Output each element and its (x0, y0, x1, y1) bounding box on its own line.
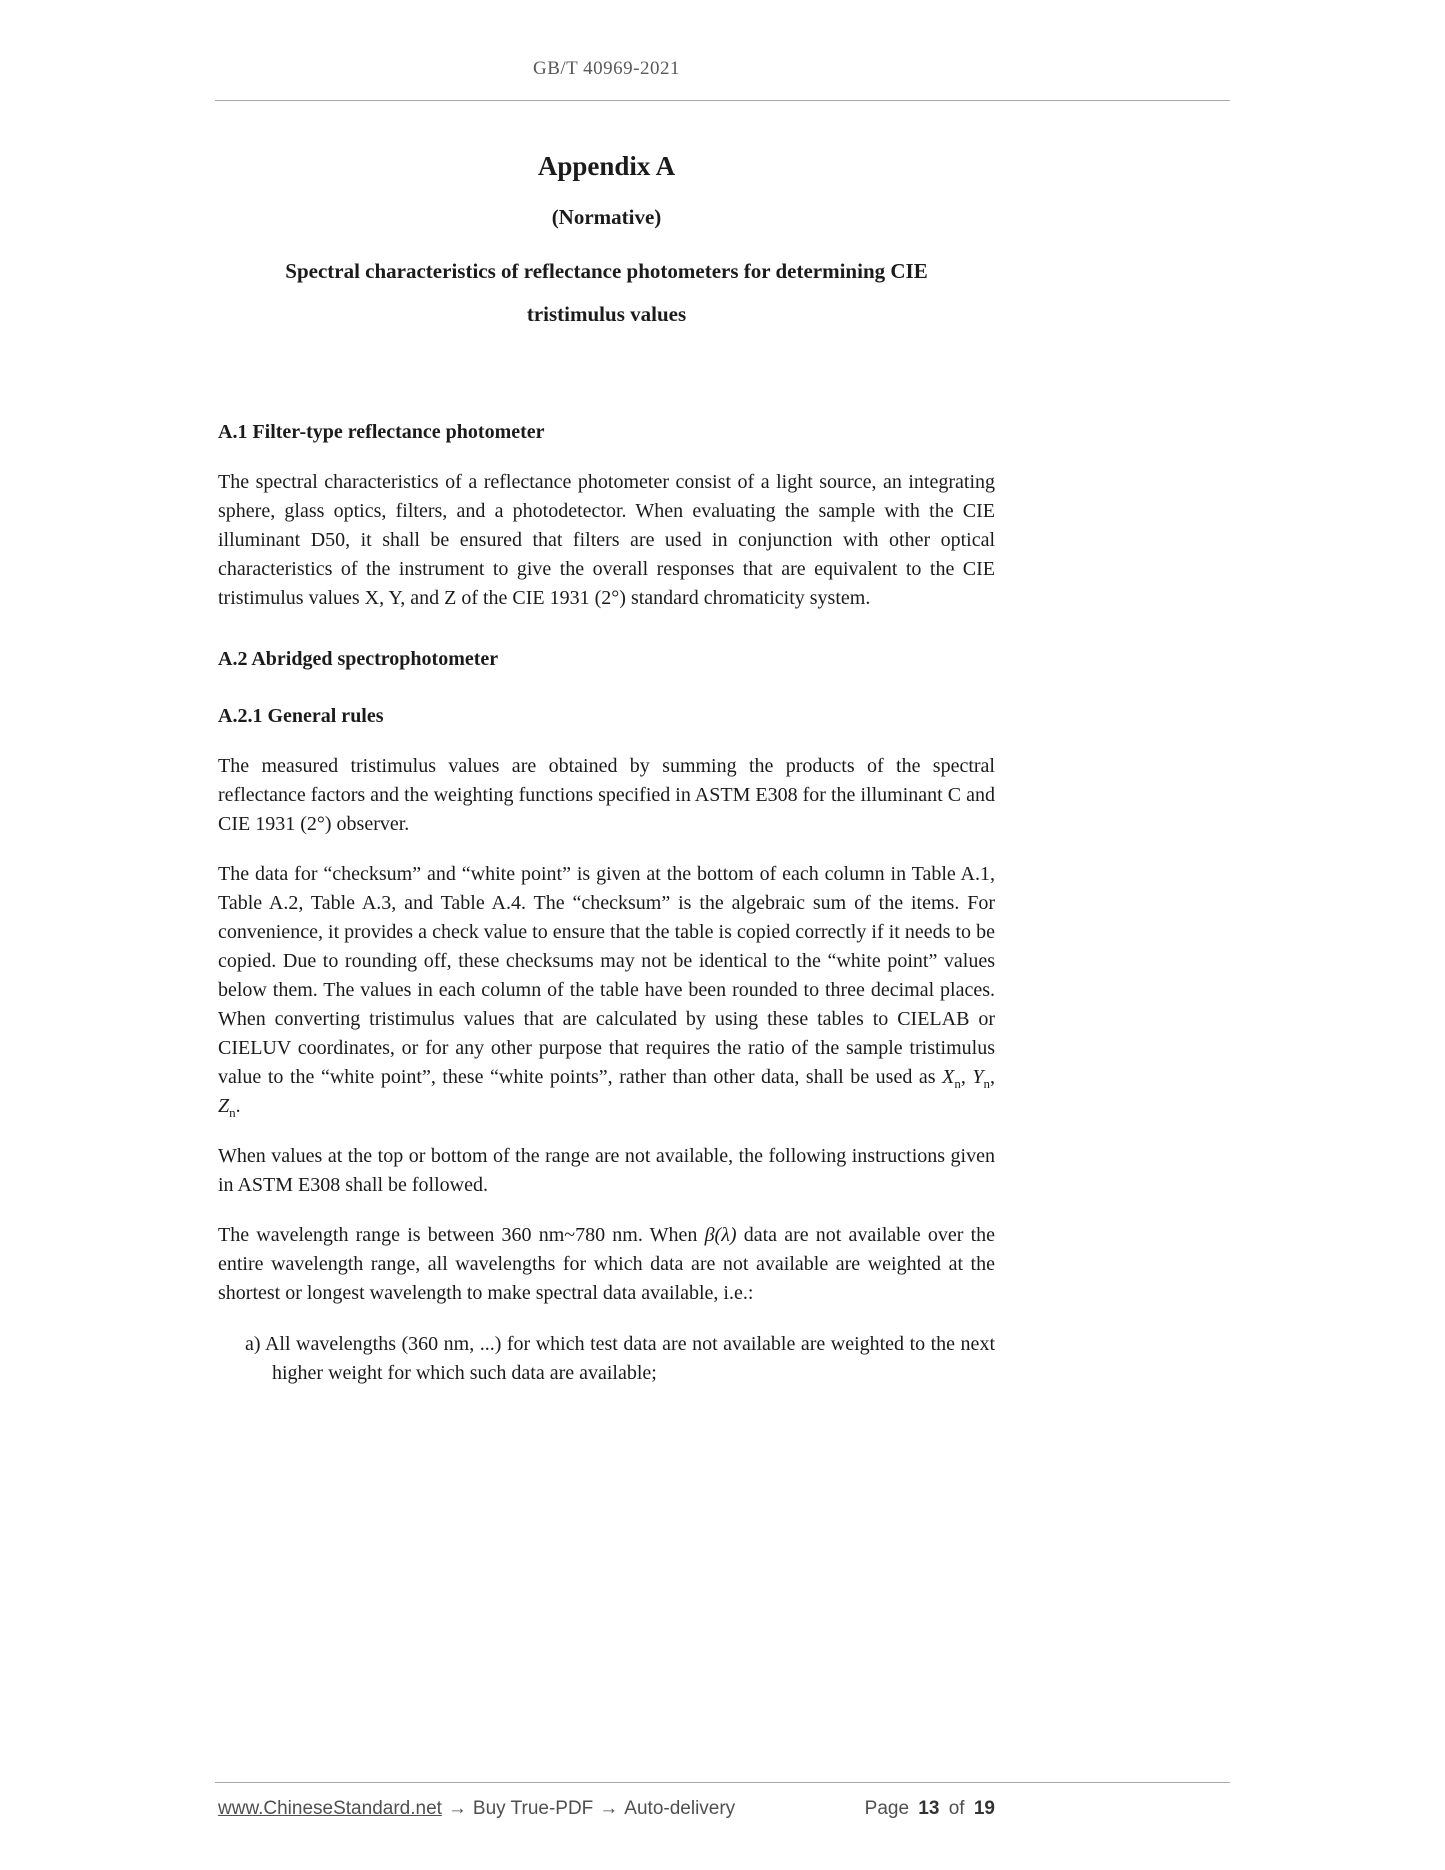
page-word: Page (864, 1798, 910, 1819)
heading-a2: A.2 Abridged spectrophotometer (218, 648, 499, 670)
separator: , (990, 1066, 996, 1088)
wavelength-text-before: The wavelength range is between 360 nm~780 nm. When (218, 1224, 698, 1246)
checksum-text: The data for “checksum” and “white point” is given at the bottom of each column in Table A.1, Table A.2, Table A.3, and Table A.4. The “checksum” is the algebraic sum of the items. For convenience, it provides a check value to ensure that the table is copied correctly if it needs to be copied. Due to rounding off, these checksums may not be identical to the “white point” values below them. The values in each column of the table have been rounded to three decimal places. When converting tristimulus values that are calculated by using these tables to CIELAB or CIELUV coordinates, or for any other purpose that requires the ratio of the sample tristimulus value to the “white point”, these “white points”, rather than other data, shall be used as (218, 863, 995, 1088)
page-indicator (861, 1798, 995, 1820)
appendix-title: Appendix A (537, 151, 676, 181)
arrow-icon: → (447, 1798, 467, 1819)
list-marker-a: a) (245, 1333, 261, 1355)
paragraph-checksum (218, 860, 995, 1121)
footer-divider (215, 1782, 1230, 1783)
sentence-end: . (235, 1095, 241, 1117)
document-title-line1: Spectral characteristics of reflectance photometers for determining CIE (285, 259, 928, 283)
variable-z-subscript: n (229, 1105, 236, 1120)
beta-lambda-symbol: β(λ) (704, 1224, 737, 1246)
auto-delivery-label: Auto-delivery (624, 1798, 736, 1819)
normative-label: (Normative) (551, 205, 662, 229)
document-title-line2: tristimulus values (526, 302, 687, 326)
paragraph-measured-values: The measured tristimulus values are obtained by summing the products of the spectral reflectance factors and the weighting functions specified in ASTM E308 for the illuminant C and CIE 1931 (2°) observer. (218, 755, 995, 835)
separator: , (960, 1066, 973, 1088)
paragraph-a1-intro: The spectral characteristics of a reflectance photometer consist of a light source, an integrating sphere, glass optics, filters, and a photodetector. When evaluating the sample with the CIE illuminant D50, it shall be ensured that filters are used in conjunction with other optical characteristics of the instrument to give the overall responses that are equivalent to the CIE tristimulus values X, Y, and Z of the CIE 1931 (2°) standard chromaticity system. (218, 471, 995, 609)
document-body (218, 149, 995, 1388)
buy-true-pdf-label: Buy True-PDF (472, 1798, 594, 1819)
current-page-number: 13 (918, 1798, 940, 1819)
page-header-standard-number: GB/T 40969-2021 (532, 58, 680, 79)
variable-x-subscript: n (954, 1076, 961, 1091)
list-text-a: All wavelengths (360 nm, ...) for which test data are not available are weighted to the next higher weight for which such data are available; (264, 1333, 995, 1384)
arrow-icon: → (599, 1798, 619, 1819)
footer-source (218, 1798, 735, 1820)
variable-y-subscript: n (983, 1076, 991, 1091)
variable-y: Y (972, 1066, 984, 1088)
heading-a2-1: A.2.1 General rules (218, 705, 384, 727)
paragraph-wavelength-range (218, 1221, 995, 1308)
wavelength-text-after: data are not available over the entire wavelength range, all wavelengths for which data are not available are weighted at the shortest or longest wavelength to make spectral data available, i.e.: (218, 1224, 996, 1304)
total-page-number: 19 (973, 1798, 995, 1819)
chinesestandard-link[interactable]: www.ChineseStandard.net (218, 1798, 442, 1819)
variable-x: X (942, 1066, 955, 1088)
of-word: of (948, 1798, 965, 1819)
variable-z: Z (218, 1095, 230, 1117)
heading-a1: A.1 Filter-type reflectance photometer (218, 421, 545, 443)
paragraph-range-instructions: When values at the top or bottom of the range are not available, the following instructions given in ASTM E308 shall be followed. (218, 1145, 995, 1196)
document-title (218, 250, 995, 336)
header-divider (215, 100, 1230, 101)
footer-row (218, 1798, 995, 1820)
page-footer (215, 1782, 1230, 1820)
list-item-a (218, 1330, 995, 1388)
